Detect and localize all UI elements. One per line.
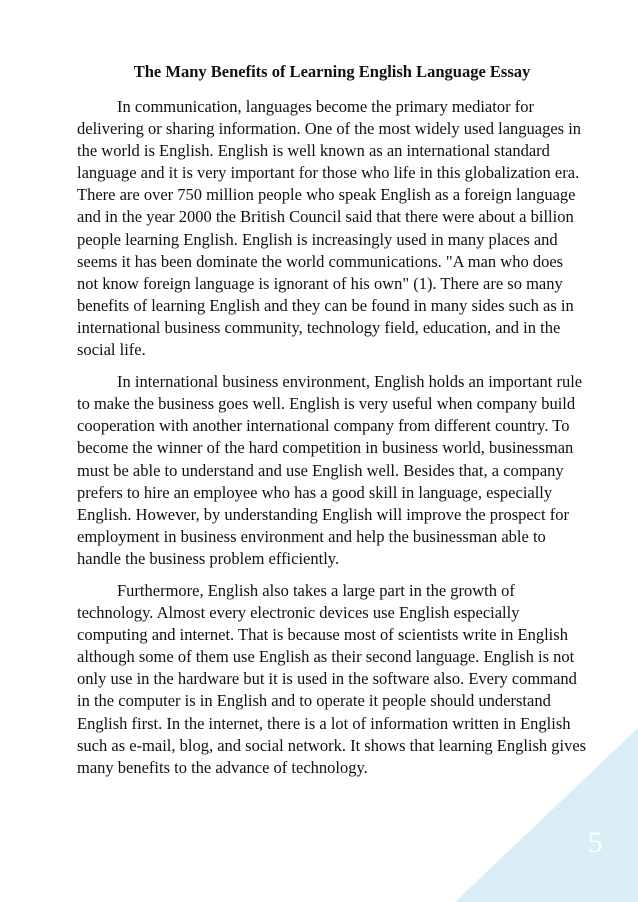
essay-title: The Many Benefits of Learning English Language Essay [133,62,531,81]
paragraph-1: In communication, languages become the primary mediator for delivering or sharing information. One of the most widely used languages in the world is English. English is well known as an international standard language and it is very important for those who life in this globalization era. There are over 750 million people who speak English as a foreign language and in the year 2000 the British Council said that there were about a billion people learning English. English is increasingly used in many places and seems it has been dominate the world communications. "A man who does not know foreign language is ignorant of his own" (1). There are so many benefits of learning English and they can be found in many sides such as in international business community, technology field, education, and in the social life. [77,97,582,360]
page-number: 5 [587,826,603,859]
paragraph-3: Furthermore, English also takes a large part in the growth of technology. Almost every electronic devices use English especially computing and internet. That is because most of scientists write in English although some of them use English as their second language. English is not only use in the hardware but it is used in the software also. Every command in the computer is in English and to operate it people should understand English first. In the internet, there is a lot of information written in English such as e-mail, blog, and social network. It shows that learning English gives many benefits to the advance of technology. [77,580,587,777]
essay-body [77,58,587,789]
paragraph-2: In international business environment, English holds an important rule to make the business goes well. English is very useful when company build cooperation with another international company from different country. To become the winner of the hard competition in business world, businessman must be able to understand and use English well. Besides that, a company prefers to hire an employee who has a good skill in language, especially English. However, by understanding English will improve the prospect for employment in business environment and help the businessman able to handle the business problem efficiently. [77,372,583,568]
